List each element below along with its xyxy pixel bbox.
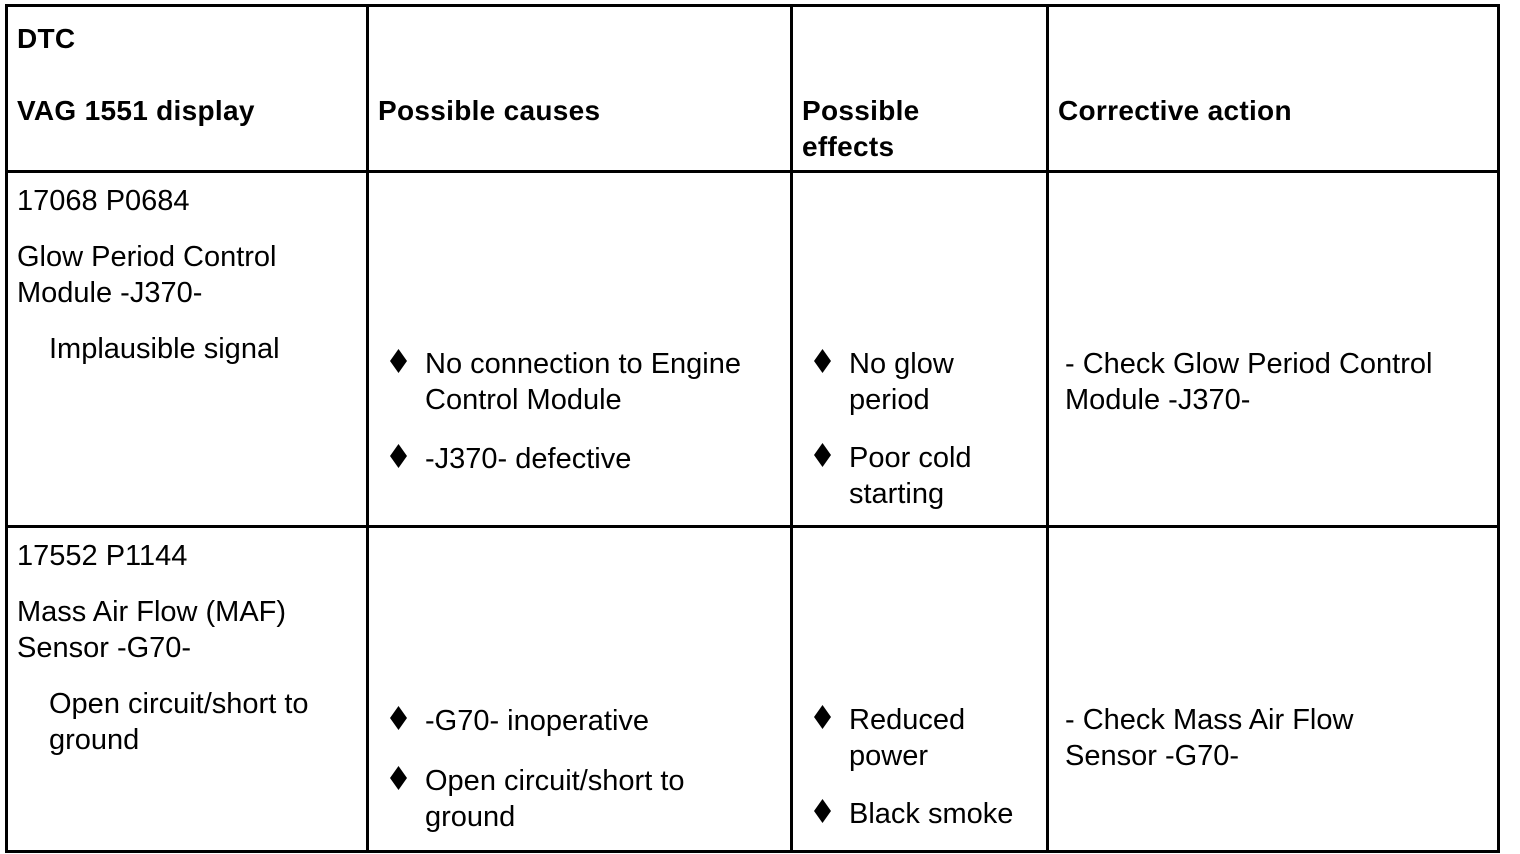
cause-text: ground bbox=[425, 801, 516, 833]
action-line1: - Check Mass Air Flow bbox=[1065, 704, 1354, 736]
header-dtc-line1: DTC bbox=[17, 23, 76, 54]
effect-text: Black smoke bbox=[849, 798, 1014, 830]
dtc-condition-line1: Open circuit/short to bbox=[49, 688, 309, 720]
effect-text: Reduced bbox=[849, 704, 966, 736]
action-cell bbox=[1048, 527, 1499, 852]
diamond-bullet-icon bbox=[814, 705, 831, 729]
cause-text: -G70- inoperative bbox=[425, 705, 650, 737]
dtc-condition-line1: Implausible signal bbox=[49, 333, 280, 365]
diamond-bullet-icon bbox=[814, 799, 831, 823]
header-causes-label: Possible causes bbox=[378, 95, 601, 126]
dtc-title-line1: Glow Period Control bbox=[17, 241, 277, 273]
dtc-table bbox=[5, 4, 1500, 853]
dtc-condition-line2: ground bbox=[49, 724, 140, 756]
header-causes bbox=[368, 6, 792, 172]
diamond-bullet-icon bbox=[390, 444, 407, 468]
dtc-title-line1: Mass Air Flow (MAF) bbox=[17, 596, 287, 628]
header-row bbox=[7, 6, 1499, 172]
effect-text: starting bbox=[849, 478, 945, 510]
action-cell bbox=[1048, 172, 1499, 527]
diamond-bullet-icon bbox=[814, 443, 831, 467]
diamond-bullet-icon bbox=[390, 766, 407, 790]
header-dtc bbox=[7, 6, 368, 172]
table-row bbox=[7, 527, 1499, 852]
dtc-code: 17068 P0684 bbox=[17, 185, 190, 217]
action-line2: Sensor -G70- bbox=[1065, 740, 1240, 772]
cause-text: -J370- defective bbox=[425, 443, 632, 475]
cause-text: Control Module bbox=[425, 384, 622, 416]
diamond-bullet-icon bbox=[390, 706, 407, 730]
header-effects bbox=[792, 6, 1048, 172]
header-dtc-line2: VAG 1551 display bbox=[17, 95, 255, 126]
causes-cell bbox=[368, 527, 792, 852]
effect-text: Poor cold bbox=[849, 442, 972, 474]
effects-cell bbox=[792, 172, 1048, 527]
dtc-code: 17552 P1144 bbox=[17, 540, 188, 572]
header-effects-line2: effects bbox=[802, 131, 895, 162]
header-effects-line1: Possible bbox=[802, 95, 920, 126]
diamond-bullet-icon bbox=[814, 349, 831, 373]
action-line1: - Check Glow Period Control bbox=[1065, 348, 1433, 380]
cause-text: Open circuit/short to bbox=[425, 765, 685, 797]
effect-text: period bbox=[849, 384, 930, 416]
dtc-title-line2: Sensor -G70- bbox=[17, 632, 192, 664]
causes-cell bbox=[368, 172, 792, 527]
dtc-cell bbox=[7, 172, 368, 527]
dtc-cell bbox=[7, 527, 368, 852]
dtc-title-line2: Module -J370- bbox=[17, 277, 203, 309]
cause-text: No connection to Engine bbox=[425, 348, 741, 380]
header-action-label: Corrective action bbox=[1058, 95, 1292, 126]
effect-text: power bbox=[849, 740, 928, 772]
action-line2: Module -J370- bbox=[1065, 384, 1251, 416]
effects-cell bbox=[792, 527, 1048, 852]
header-action bbox=[1048, 6, 1499, 172]
effect-text: No glow bbox=[849, 348, 954, 380]
table-row bbox=[7, 172, 1499, 527]
diamond-bullet-icon bbox=[390, 349, 407, 373]
